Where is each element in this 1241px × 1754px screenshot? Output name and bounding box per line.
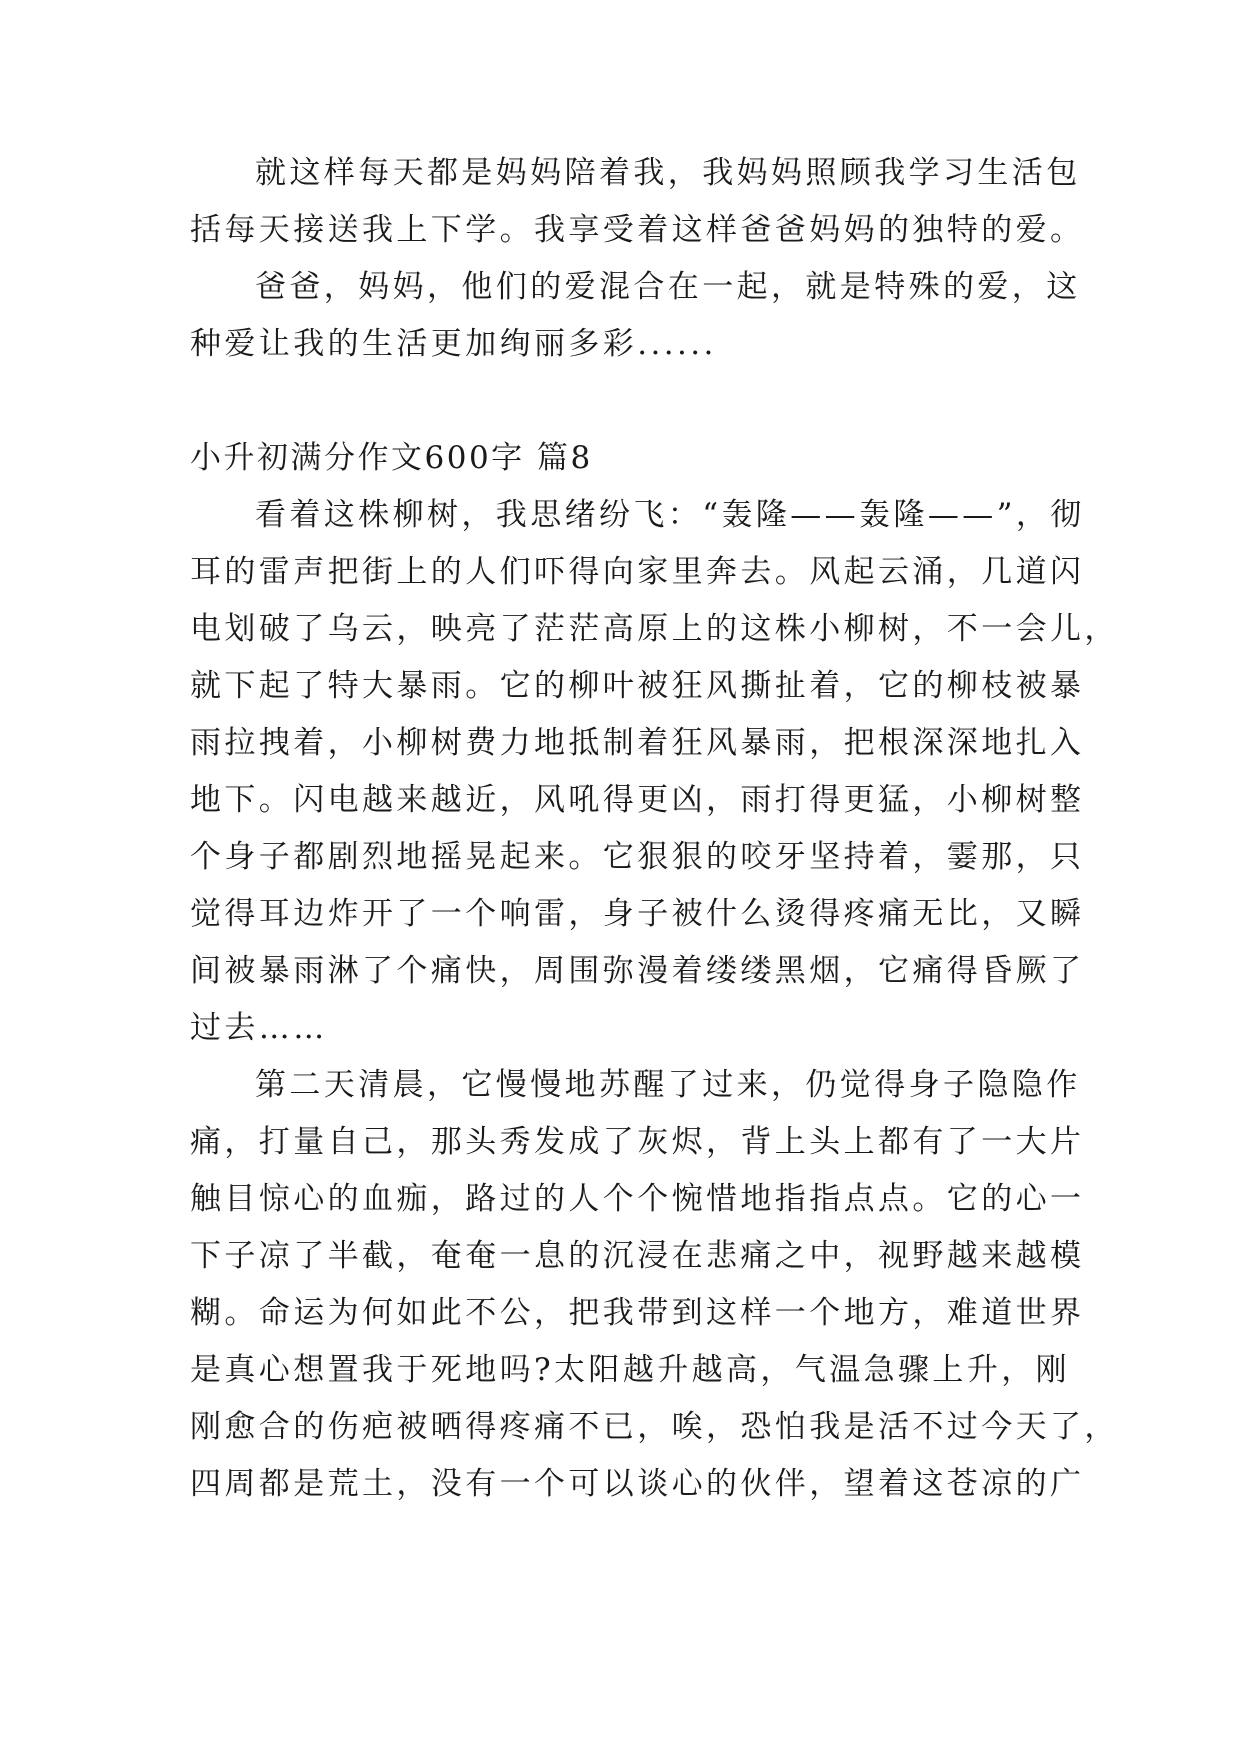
paragraph-3-line-5: 雨拉拽着，小柳树费力地抵制着狂风暴雨，把根深深地扎入 bbox=[190, 725, 1085, 761]
paragraph-3-line-4: 就下起了特大暴雨。它的柳叶被狂风撕扯着，它的柳枝被暴 bbox=[190, 668, 1085, 704]
paragraph-4-line-2: 痛，打量自己，那头秀发成了灰烬，背上头上都有了一大片 bbox=[190, 1124, 1085, 1160]
paragraph-4-line-7: 刚愈合的伤疤被晒得疼痛不已，唉，恐怕我是活不过今天了， bbox=[190, 1409, 1119, 1445]
paragraph-2-line-2: 种爱让我的生活更加绚丽多彩...... bbox=[190, 326, 717, 362]
paragraph-3-line-3: 电划破了乌云，映亮了茫茫高原上的这株小柳树，不一会儿， bbox=[190, 611, 1119, 647]
paragraph-4-line-3: 触目惊心的血痂，路过的人个个惋惜地指指点点。它的心一 bbox=[190, 1181, 1085, 1217]
paragraph-3-line-1: 看着这株柳树，我思绪纷飞：“轰隆——轰隆——”，彻 bbox=[255, 497, 1085, 533]
paragraph-3-line-10: 过去…… bbox=[190, 1010, 328, 1046]
paragraph-4-line-6: 是真心想置我于死地吗?太阳越升越高，气温急骤上升，刚 bbox=[190, 1352, 1071, 1388]
paragraph-3-line-7: 个身子都剧烈地摇晃起来。它狠狠的咬牙坚持着，霎那，只 bbox=[190, 839, 1085, 875]
paragraph-1-line-1: 就这样每天都是妈妈陪着我，我妈妈照顾我学习生活包 bbox=[255, 155, 1081, 191]
paragraph-2-line-1: 爸爸，妈妈，他们的爱混合在一起，就是特殊的爱，这 bbox=[255, 269, 1081, 305]
paragraph-3-line-6: 地下。闪电越来越近，风吼得更凶，雨打得更猛，小柳树整 bbox=[190, 782, 1085, 818]
paragraph-3-line-9: 间被暴雨淋了个痛快，周围弥漫着缕缕黑烟，它痛得昏厥了 bbox=[190, 953, 1085, 989]
paragraph-3-line-8: 觉得耳边炸开了一个响雷，身子被什么烫得疼痛无比，又瞬 bbox=[190, 896, 1085, 932]
paragraph-4-line-4: 下子凉了半截，奄奄一息的沉浸在悲痛之中，视野越来越模 bbox=[190, 1238, 1085, 1274]
section-heading: 小升初满分作文600字 篇8 bbox=[190, 440, 593, 476]
paragraph-3-line-2: 耳的雷声把街上的人们吓得向家里奔去。风起云涌，几道闪 bbox=[190, 554, 1085, 590]
paragraph-4-line-5: 糊。命运为何如此不公，把我带到这样一个地方，难道世界 bbox=[190, 1295, 1085, 1331]
paragraph-4-line-8: 四周都是荒土，没有一个可以谈心的伙伴，望着这苍凉的广 bbox=[190, 1466, 1085, 1502]
paragraph-1-line-2: 括每天接送我上下学。我享受着这样爸爸妈妈的独特的爱。 bbox=[190, 212, 1085, 248]
paragraph-4-line-1: 第二天清晨，它慢慢地苏醒了过来，仍觉得身子隐隐作 bbox=[255, 1067, 1081, 1103]
